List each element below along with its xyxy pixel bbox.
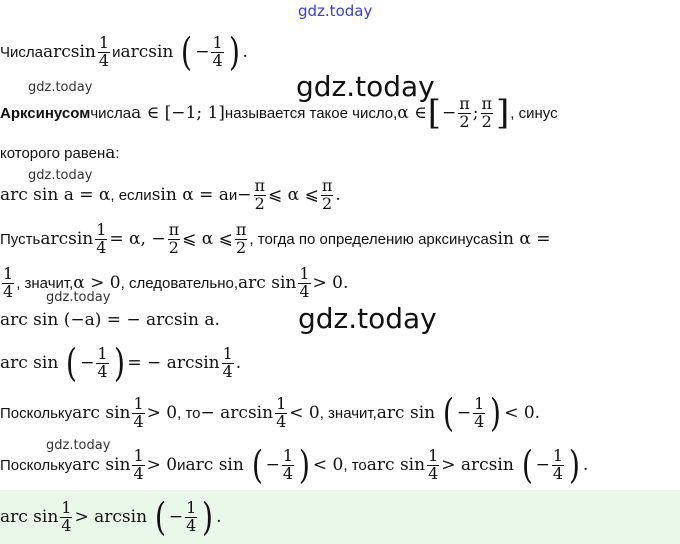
math: − — [195, 42, 210, 62]
math: arcsin — [120, 42, 174, 62]
math: = α, − — [109, 229, 166, 249]
paren-close: ) — [568, 443, 581, 487]
fraction: $\frac{\pi}{2}$ — [459, 93, 470, 131]
math: . — [235, 353, 242, 373]
math: > arcsin — [441, 455, 514, 475]
math: ⩽ α ⩽ — [182, 229, 233, 249]
math: arc sin — [72, 455, 131, 475]
math: . — [582, 455, 589, 475]
math: arc sin — [0, 507, 59, 527]
watermark-top: gdz.today — [298, 2, 373, 20]
text: : — [115, 144, 120, 162]
math: sin α = — [488, 229, 551, 249]
math: arc sin — [376, 403, 436, 423]
fraction: $\frac{\pi}{2}$ — [481, 93, 493, 131]
answer-line — [0, 490, 222, 544]
text: Поскольку — [0, 456, 73, 474]
math: − arcsin — [200, 403, 274, 423]
paren-open: ( — [521, 443, 533, 487]
fraction: $\frac{1}{4}$ — [96, 219, 107, 257]
math: − — [168, 507, 184, 527]
fraction: $\frac{\pi}{2}$ — [254, 175, 266, 213]
paren-close: ) — [298, 443, 311, 487]
reasoning-line — [0, 386, 540, 440]
bracket-open: [ — [427, 93, 442, 133]
text: и — [177, 456, 186, 474]
fraction: $\frac{1}{4}$ — [552, 445, 564, 483]
fraction: $\frac{1}{4}$ — [276, 393, 287, 431]
math: arc sin (−a) = − arcsin a. — [0, 310, 220, 330]
identity-application — [0, 336, 241, 390]
math: − — [265, 455, 280, 475]
conclusion-line — [0, 438, 588, 492]
math: arcsin — [42, 42, 96, 62]
math: arc sin — [72, 403, 131, 423]
math: a — [105, 143, 116, 163]
paren-close: ) — [113, 341, 125, 385]
math: − — [80, 353, 95, 373]
fraction: $\frac{\pi}{2}$ — [235, 219, 247, 257]
fraction: $\frac{\pi}{2}$ — [321, 175, 333, 213]
fraction: $\frac{1}{4}$ — [186, 497, 197, 535]
text: и — [228, 186, 238, 204]
definition-line-cont — [0, 142, 120, 164]
math: α > 0 — [73, 273, 121, 293]
math: a ∈ [−1; 1] — [131, 103, 225, 123]
paren-close: ) — [202, 495, 214, 539]
fraction: $\frac{1}{4}$ — [282, 445, 294, 483]
math: < 0 — [289, 403, 320, 423]
math: ; — [472, 103, 479, 123]
math: arcsin — [40, 229, 94, 249]
text: числа — [90, 104, 132, 122]
definition-line — [0, 88, 558, 138]
fraction: $\frac{1}{4}$ — [474, 393, 485, 431]
math: < 0. — [504, 403, 541, 423]
text: Поскольку — [0, 404, 73, 422]
math: ⩽ α ⩽ — [268, 185, 319, 205]
fraction: $\frac{1}{4}$ — [133, 445, 144, 483]
math: > arcsin — [74, 507, 148, 527]
text: , значит, — [16, 274, 74, 292]
fraction: $\frac{1}{4}$ — [98, 32, 110, 70]
term-bold: Арксинусом — [0, 104, 91, 122]
watermark-large: gdz.today — [298, 302, 437, 335]
paren-open: ( — [442, 391, 455, 435]
math: − — [535, 455, 550, 475]
text: , тогда по определению арксинуса — [249, 230, 489, 248]
step-line — [0, 216, 550, 262]
paren-open: ( — [181, 30, 193, 74]
watermark: gdz.today — [46, 290, 111, 305]
math: arc sin — [238, 273, 297, 293]
fraction: $\frac{1}{4}$ — [3, 263, 14, 301]
fraction: $\frac{1}{4}$ — [222, 343, 233, 381]
watermark: gdz.today — [46, 438, 111, 453]
math: arc sin — [0, 353, 59, 373]
definition-formula — [0, 172, 341, 218]
math: α ∈ — [397, 103, 427, 123]
watermark: gdz.today — [28, 80, 93, 95]
paren-open: ( — [66, 341, 78, 385]
watermark: gdz.today — [28, 168, 93, 183]
fraction: $\frac{1}{4}$ — [299, 263, 310, 301]
math: sin α = a — [151, 185, 229, 205]
math: > 0 — [146, 455, 178, 475]
math: . — [216, 507, 222, 527]
text: называется такое число, — [224, 104, 398, 122]
bracket-close: ] — [496, 93, 510, 133]
text: Числа — [0, 43, 43, 61]
math: arc sin — [185, 455, 244, 475]
math: . — [242, 42, 248, 62]
fraction: $\frac{1}{4}$ — [428, 445, 439, 483]
fraction: $\frac{1}{4}$ — [133, 393, 144, 431]
text: которого равен — [0, 144, 106, 162]
paren-open: ( — [154, 495, 167, 539]
math: = − arcsin — [127, 353, 220, 373]
task-line — [0, 24, 248, 80]
fraction: $\frac{1}{4}$ — [212, 32, 223, 70]
watermark-large: gdz.today — [296, 70, 435, 103]
paren-open: ( — [251, 443, 263, 487]
text: Пусть — [0, 230, 41, 248]
text: , если — [110, 186, 152, 204]
math: − — [237, 185, 252, 205]
math: < 0 — [312, 455, 344, 475]
text: , значит, — [319, 404, 377, 422]
fraction: $\frac{1}{4}$ — [97, 343, 108, 381]
math: > 0. — [312, 273, 349, 293]
math: − — [456, 403, 472, 423]
text: и — [112, 43, 121, 61]
fraction: $\frac{1}{4}$ — [61, 497, 72, 535]
math: arc sin — [366, 455, 426, 475]
paren-close: ) — [228, 30, 240, 74]
math: . — [335, 185, 341, 205]
fraction: $\frac{\pi}{2}$ — [168, 219, 180, 257]
text: , синус — [510, 104, 558, 122]
math: − — [442, 103, 457, 123]
text: , следовательно, — [120, 274, 239, 292]
text: , то — [177, 404, 201, 422]
math: arc sin a = α — [0, 185, 111, 205]
paren-close: ) — [490, 391, 502, 435]
step-line — [0, 260, 348, 306]
text: , то — [343, 456, 367, 474]
identity-line — [0, 308, 220, 332]
math: > 0 — [146, 403, 178, 423]
